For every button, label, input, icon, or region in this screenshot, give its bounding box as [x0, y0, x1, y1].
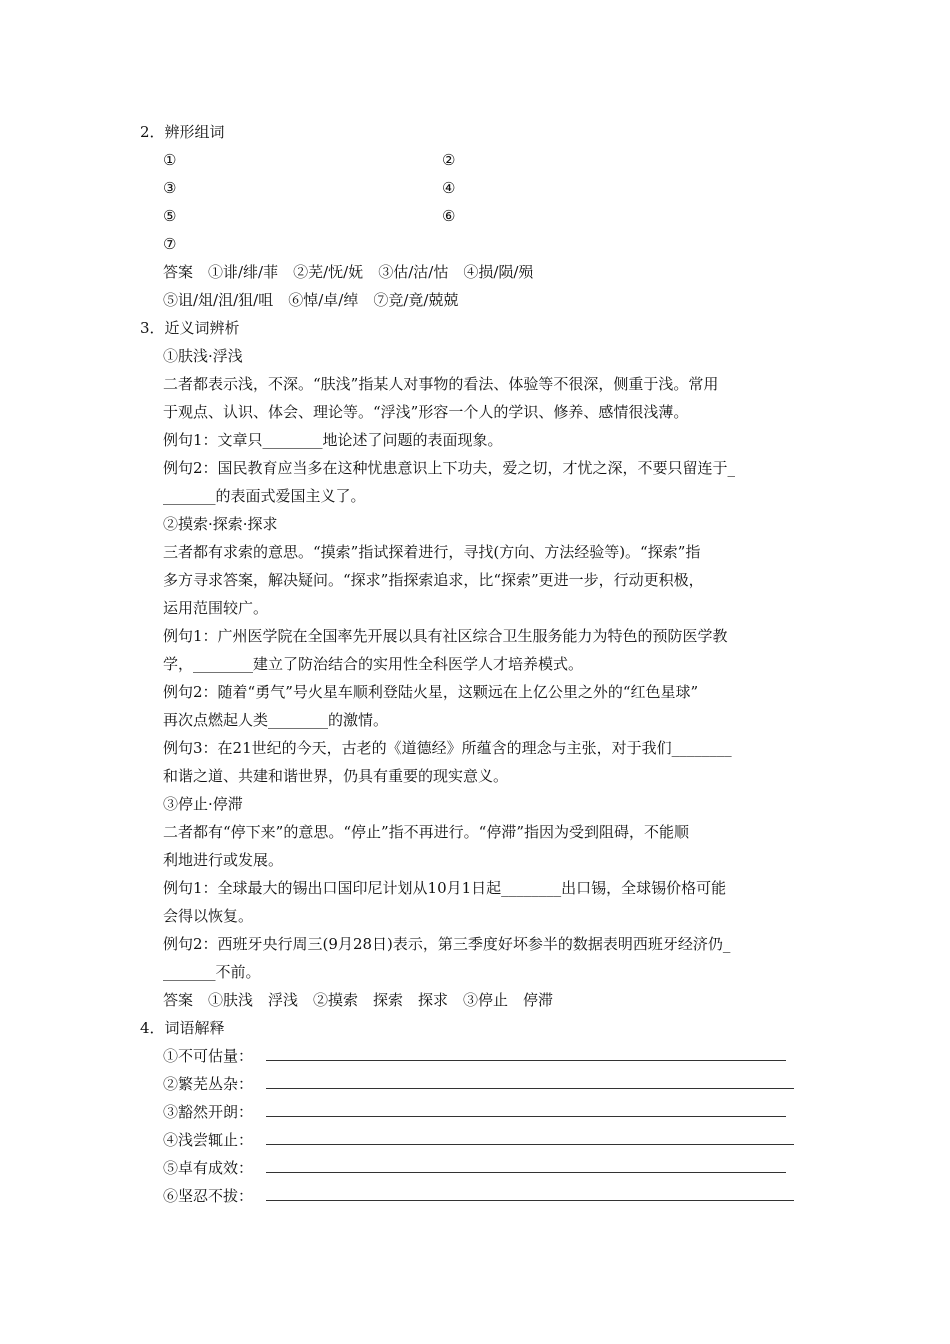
- term-6-label: ⑥坚忍不拔：: [163, 1187, 254, 1205]
- group-3-line: 二者都有“停下来”的意思。“停止”指不再进行。“停滞”指因为受到阻碍，不能顺: [163, 823, 690, 841]
- group-3-title: ③停止·停滞: [163, 795, 243, 813]
- item-2-marker: ②: [442, 151, 456, 169]
- section-3-answer: 答案 ①肤浅 浮浅 ②摸索 探索 探求 ③停止 停滞: [163, 991, 554, 1009]
- section-4-heading: 4．词语解释: [140, 1019, 225, 1037]
- term-5-answer-line[interactable]: [266, 1172, 786, 1173]
- term-5-label: ⑤卓有成效：: [163, 1159, 254, 1177]
- group-3-line: 利地进行或发展。: [163, 851, 284, 869]
- group-2-line: 运用范围较广。: [163, 599, 269, 617]
- group-1-example-1: 例句1：文章只________地论述了问题的表面现象。: [163, 431, 503, 449]
- term-4-answer-line[interactable]: [266, 1144, 794, 1145]
- group-1-example-2: 例句2：国民教育应当多在这种忧患意识上下功夫，爱之切，才忧之深，不要只留连于_: [163, 459, 736, 477]
- section-2-heading: 2．辨形组词: [140, 123, 225, 141]
- group-1-title: ①肤浅·浮浅: [163, 347, 243, 365]
- item-6-marker: ⑥: [442, 207, 456, 225]
- group-1-line: 于观点、认识、体会、理论等。“浮浅”形容一个人的学识、修养、感情很浅薄。: [163, 403, 689, 421]
- term-2-answer-line[interactable]: [266, 1088, 794, 1089]
- group-1-line: 二者都表示浅，不深。“肤浅”指某人对事物的看法、体验等不很深，侧重于浅。常用: [163, 375, 719, 393]
- group-1-example-2-cont: _______的表面式爱国主义了。: [163, 487, 366, 505]
- term-2-label: ②繁芜丛杂：: [163, 1075, 254, 1093]
- section-2-answer-line-1: 答案 ①诽/绯/菲 ②芜/怃/妩 ③估/沽/怙 ④损/陨/殒: [163, 263, 534, 281]
- term-6-answer-line[interactable]: [266, 1200, 794, 1201]
- group-2-example-2: 例句2：随着“勇气”号火星车顺利登陆火星，这颗远在上亿公里之外的“红色星球”: [163, 683, 699, 701]
- item-3-marker: ③: [163, 179, 177, 197]
- group-3-example-1: 例句1：全球最大的锡出口国印尼计划从10月1日起________出口锡，全球锡价格可能: [163, 879, 727, 897]
- item-4-marker: ④: [442, 179, 456, 197]
- group-3-example-2: 例句2：西班牙央行周三(9月28日)表示，第三季度好坏参半的数据表明西班牙经济仍_: [163, 935, 731, 953]
- group-2-example-3-cont: 和谐之道、共建和谐世界，仍具有重要的现实意义。: [163, 767, 509, 785]
- group-2-example-1: 例句1：广州医学院在全国率先开展以具有社区综合卫生服务能力为特色的预防医学教: [163, 627, 728, 645]
- group-3-example-1-cont: 会得以恢复。: [163, 907, 254, 925]
- group-2-example-1-cont: 学，________建立了防治结合的实用性全科医学人才培养模式。: [163, 655, 584, 673]
- section-2-answer-line-2: ⑤诅/俎/沮/狙/咀 ⑥悼/卓/绰 ⑦竞/竟/兢兢: [163, 291, 459, 309]
- term-3-answer-line[interactable]: [266, 1116, 786, 1117]
- item-7-marker: ⑦: [163, 235, 177, 253]
- group-2-title: ②摸索·探索·探求: [163, 515, 278, 533]
- group-3-example-2-cont: _______不前。: [163, 963, 261, 981]
- term-3-label: ③豁然开朗：: [163, 1103, 254, 1121]
- group-2-example-3: 例句3：在21世纪的今天，古老的《道德经》所蕴含的理念与主张，对于我们________: [163, 739, 732, 757]
- term-1-answer-line[interactable]: [266, 1060, 786, 1061]
- section-3-heading: 3．近义词辨析: [140, 319, 240, 337]
- group-2-example-2-cont: 再次点燃起人类________的激情。: [163, 711, 389, 729]
- item-1-marker: ①: [163, 151, 177, 169]
- item-5-marker: ⑤: [163, 207, 177, 225]
- term-4-label: ④浅尝辄止：: [163, 1131, 254, 1149]
- group-2-line: 多方寻求答案，解决疑问。“探求”指探索追求，比“探索”更进一步，行动更积极，: [163, 571, 704, 589]
- term-1-label: ①不可估量：: [163, 1047, 254, 1065]
- group-2-line: 三者都有求索的意思。“摸索”指试探着进行，寻找(方向、方法经验等)。“探索”指: [163, 543, 701, 561]
